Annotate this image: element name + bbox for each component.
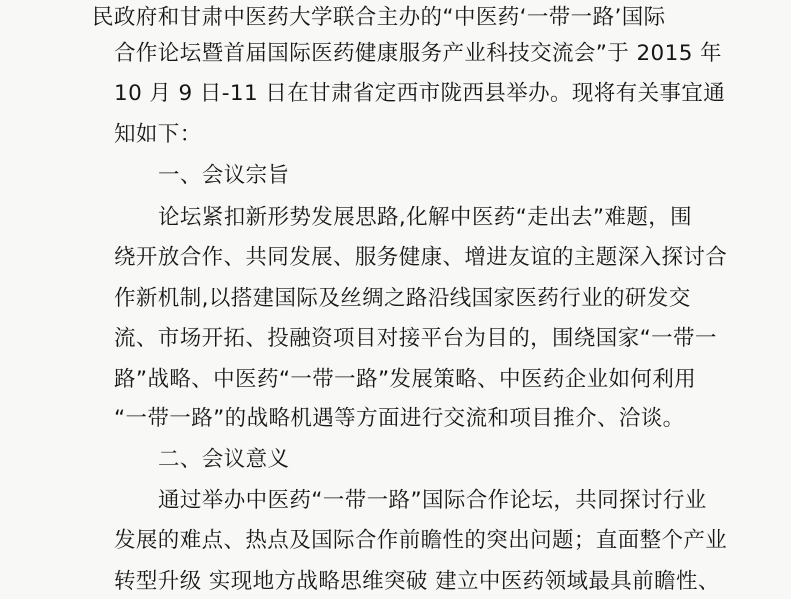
body-text-line: 论坛紧扣新形势发展思路,化解中医药“走出去”难题，围 <box>158 205 693 230</box>
body-text-line: 转型升级 实现地方战略思维突破 建立中医药领域最具前瞻性、 <box>114 569 720 594</box>
body-text-line: “一带一路”的战略机遇等方面进行交流和项目推介、洽谈。 <box>114 406 685 431</box>
body-text-line: 作新机制,以搭建国际及丝绸之路沿线国家医药行业的研发交 <box>114 286 691 311</box>
body-text-line: 通过举办中医药“一带一路”国际合作论坛，共同探讨行业 <box>158 488 707 513</box>
body-text-line: 路”战略、中医药“一带一路”发展策略、中医药企业如何利用 <box>114 367 697 392</box>
section-heading-purpose: 一、会议宗旨 <box>158 163 290 188</box>
section-heading-significance: 二、会议意义 <box>158 447 290 472</box>
body-text-line: 10 月 9 日-11 日在甘肃省定西市陇西县举办。现将有关事宜通 <box>114 81 726 106</box>
body-text-line: 合作论坛暨首届国际医药健康服务产业科技交流会”于 2015 年 <box>114 41 722 66</box>
body-text-line: 流、市场开拓、投融资项目对接平台为目的，围绕国家“一带一 <box>114 326 717 351</box>
body-text-line: 绕开放合作、共同发展、服务健康、增进友谊的主题深入探讨合 <box>114 245 728 270</box>
body-text-line: 知如下： <box>114 122 202 147</box>
body-text-line: 发展的难点、热点及国际合作前瞻性的突出问题；直面整个产业 <box>114 528 728 553</box>
body-text-line: 民政府和甘肃中医药大学联合主办的“中医药‘一带一路’国际 <box>92 5 666 30</box>
